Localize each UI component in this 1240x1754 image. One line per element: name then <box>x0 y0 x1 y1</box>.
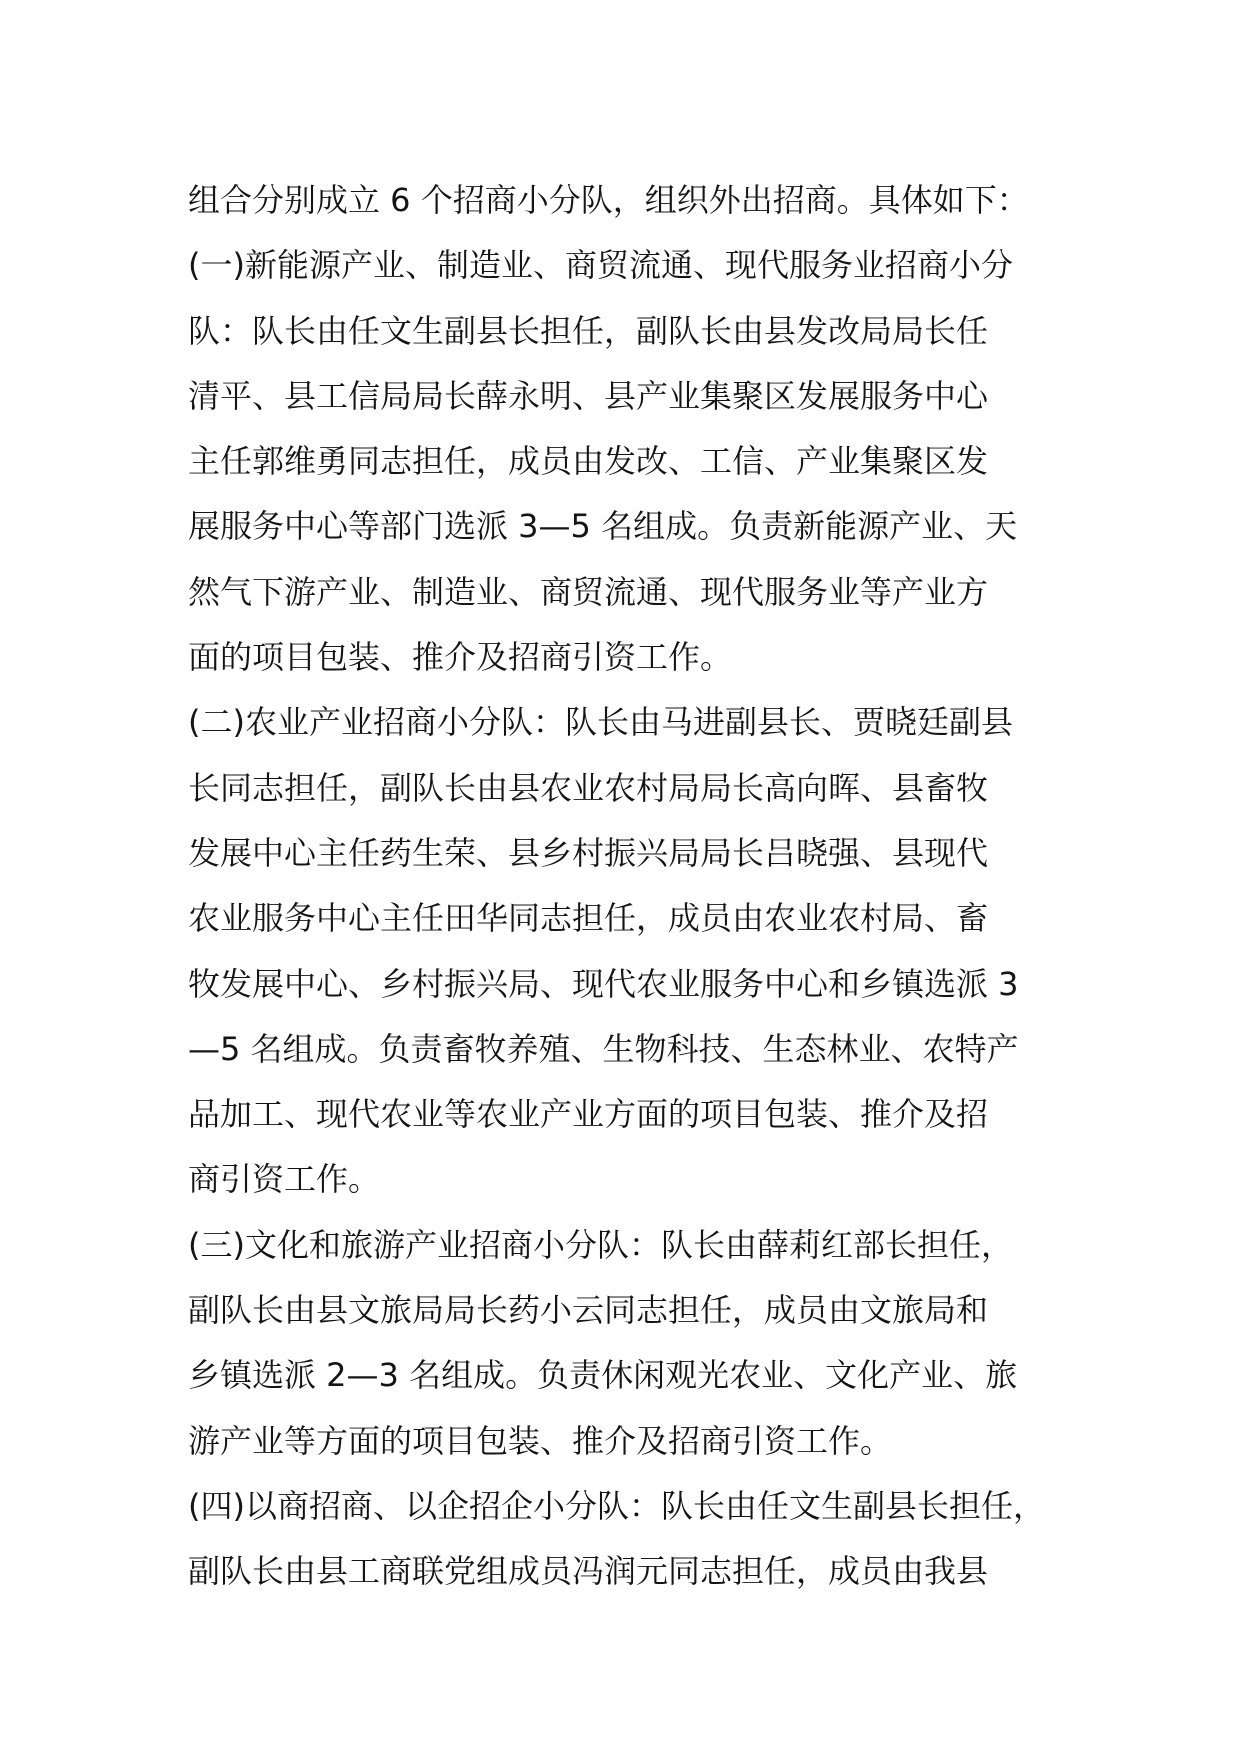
text-line: (一)新能源产业、制造业、商贸流通、现代服务业招商小分 <box>188 246 1013 285</box>
text-line: 副队长由县工商联党组成员冯润元同志担任，成员由我县 <box>188 1552 989 1591</box>
text-line: (二)农业产业招商小分队：队长由马进副县长、贾晓廷副县 <box>188 703 1013 742</box>
text-line: 队：队长由任文生副县长担任，副队长由县发改局局长任 <box>188 311 989 350</box>
body-text <box>188 168 1088 1605</box>
text-line: 副队长由县文旅局局长药小云同志担任，成员由文旅局和 <box>188 1291 989 1330</box>
text-line: 乡镇选派 2—3 名组成。负责休闲观光农业、文化产业、旅 <box>188 1356 1018 1395</box>
text-line: 牧发展中心、乡村振兴局、现代农业服务中心和乡镇选派 3 <box>188 964 1019 1003</box>
text-line: 然气下游产业、制造业、商贸流通、现代服务业等产业方 <box>188 572 989 611</box>
text-line: 品加工、现代农业等农业产业方面的项目包装、推介及招 <box>188 1095 989 1134</box>
text-line: 清平、县工信局局长薛永明、县产业集聚区发展服务中心 <box>188 376 989 415</box>
text-line: 长同志担任，副队长由县农业农村局局长高向晖、县畜牧 <box>188 768 989 807</box>
text-line: 农业服务中心主任田华同志担任，成员由农业农村局、畜 <box>188 899 989 938</box>
text-line: 商引资工作。 <box>188 1160 381 1199</box>
text-line: 面的项目包装、推介及招商引资工作。 <box>188 638 733 677</box>
text-line: 游产业等方面的项目包装、推介及招商引资工作。 <box>188 1421 893 1460</box>
text-line: (三)文化和旅游产业招商小分队：队长由薛莉红部长担任， <box>188 1225 1013 1264</box>
text-line: (四)以商招商、以企招企小分队：队长由任文生副县长担任， <box>188 1486 1045 1525</box>
text-line: 发展中心主任药生荣、县乡村振兴局局长吕晓强、县现代 <box>188 833 989 872</box>
text-line: 主任郭维勇同志担任，成员由发改、工信、产业集聚区发 <box>188 442 989 481</box>
text-line: 展服务中心等部门选派 3—5 名组成。负责新能源产业、天 <box>188 507 1018 546</box>
text-line: —5 名组成。负责畜牧养殖、生物科技、生态林业、农特产 <box>188 1029 1019 1068</box>
text-line: 组合分别成立 6 个招商小分队，组织外出招商。具体如下： <box>188 181 1029 219</box>
